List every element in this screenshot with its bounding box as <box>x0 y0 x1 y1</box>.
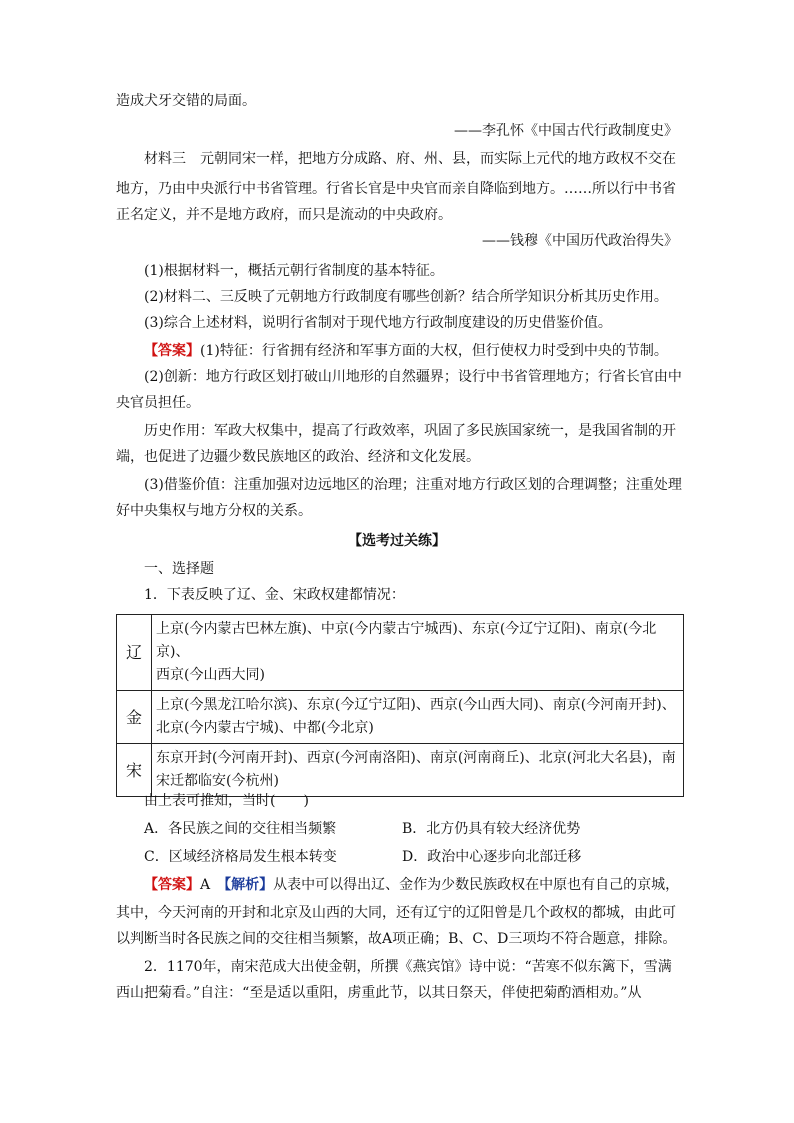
answer-text: (1)特征：行省拥有经济和军事方面的大权，但行使权力时受到中央的节制。 <box>200 343 668 359</box>
option-c: C．区域经济格局发生根本转变 <box>144 849 337 865</box>
answer-line: 好中央集权与地方分权的关系。 <box>116 503 312 519</box>
section-part: 一、选择题 <box>144 561 214 577</box>
question-line: 西山把菊看。”自注：“至是适以重阳，虏重此节，以其日祭天，伴使把菊酌酒相劝。”从 <box>116 985 642 1001</box>
cell-line: 西京(今山西大同) <box>156 667 265 683</box>
cell-line: 东京开封(今河南开封)、西京(今河南洛阳)、南京(河南商丘)、北京(河北大名县)，南 <box>156 750 676 766</box>
question-line: (1)根据材料一，概括元朝行省制度的基本特征。 <box>144 263 444 279</box>
citation: ——李孔怀《中国古代行政制度史》 <box>454 123 678 139</box>
dynasty-cell: 辽 <box>117 615 152 691</box>
text-line: 造成犬牙交错的局面。 <box>116 93 256 109</box>
answer-letter: A <box>200 877 211 893</box>
cell-line: 上京(今黑龙江哈尔滨)、东京(今辽宁辽阳)、西京(今山西大同)、南京(今河南开封)、 <box>156 697 676 713</box>
answer-line: 端，也促进了边疆少数民族地区的政治、经济和文化发展。 <box>116 449 480 465</box>
table-row <box>117 691 684 744</box>
option-d: D．政治中心逐步向北部迁移 <box>402 849 582 865</box>
capitals-cell <box>152 691 684 744</box>
dynasty-cell: 金 <box>117 691 152 744</box>
answer-line: (2)创新：地方行政区划打破山川地形的自然疆界；设行中书省管理地方；行省长官由中 <box>144 369 682 385</box>
text-line: 正名定义，并不是地方政府，而只是流动的中央政府。 <box>116 207 452 223</box>
question-stem: 1．下表反映了辽、金、宋政权建都情况： <box>144 587 405 603</box>
answer-line: 央官员担任。 <box>116 395 200 411</box>
citation: ——钱穆《中国历代政治得失》 <box>482 233 678 249</box>
answer-line <box>116 874 678 896</box>
cell-line: 宋迁都临安(今杭州) <box>156 773 279 789</box>
table-row <box>117 615 684 691</box>
answer-line <box>116 340 678 362</box>
answer-line: 历史作用：军政大权集中，提高了行政效率，巩固了多民族国家统一，是我国省制的开 <box>144 423 676 439</box>
table-row <box>117 744 684 797</box>
analysis-line: 以判断当时各民族之间的交往相当频繁，故A项正确；B、C、D三项均不符合题意，排除。 <box>116 931 677 947</box>
text-line: 材料三 元朝同宋一样，把地方分成路、府、州、县，而实际上元代的地方政权不交在 <box>144 151 676 167</box>
question-prompt: 由上表可推知，当时( ) <box>144 793 309 809</box>
dynasty-cell: 宋 <box>117 744 152 797</box>
text-line: 地方，乃由中央派行中书省管理。行省长官是中央官而亲自降临到地方。……所以行中书省 <box>116 181 676 197</box>
answer-tag: 【答案】 <box>144 343 200 359</box>
cell-line: 上京(今内蒙古巴林左旗)、中京(今内蒙古宁城西)、东京(今辽宁辽阳)、南京(今北京)、 <box>156 621 657 660</box>
capitals-cell <box>152 744 684 797</box>
question-line: (3)综合上述材料，说明行省制对于现代地方行政制度建设的历史借鉴价值。 <box>144 315 612 331</box>
analysis-text: 从表中可以得出辽、金作为少数民族政权在中原也有自己的京城， <box>273 877 680 893</box>
question-line: 2．1170年，南宋范成大出使金朝，所撰《燕宾馆》诗中说：“苦寒不似东篱下，雪满 <box>144 959 672 975</box>
section-title: 【选考过关练】 <box>348 533 446 549</box>
cell-line: 北京(今内蒙古宁城)、中都(今北京) <box>156 720 374 736</box>
analysis-tag: 【解析】 <box>224 877 274 893</box>
answer-line: (3)借鉴价值：注重加强对边远地区的治理；注重对地方行政区划的合理调整；注重处理 <box>144 477 682 493</box>
option-a: A．各民族之间的交往相当频繁 <box>144 821 337 837</box>
analysis-line: 其中，今天河南的开封和北京及山西的大同，还有辽宁的辽阳曾是几个政权的都城，由此可 <box>116 905 676 921</box>
option-b: B．北方仍具有较大经济优势 <box>402 821 581 837</box>
answer-tag: 【答案】 <box>144 877 200 893</box>
capitals-cell <box>152 615 684 691</box>
capitals-table <box>116 614 684 797</box>
question-line: (2)材料二、三反映了元朝地方行政制度有哪些创新？结合所学知识分析其历史作用。 <box>144 289 668 305</box>
